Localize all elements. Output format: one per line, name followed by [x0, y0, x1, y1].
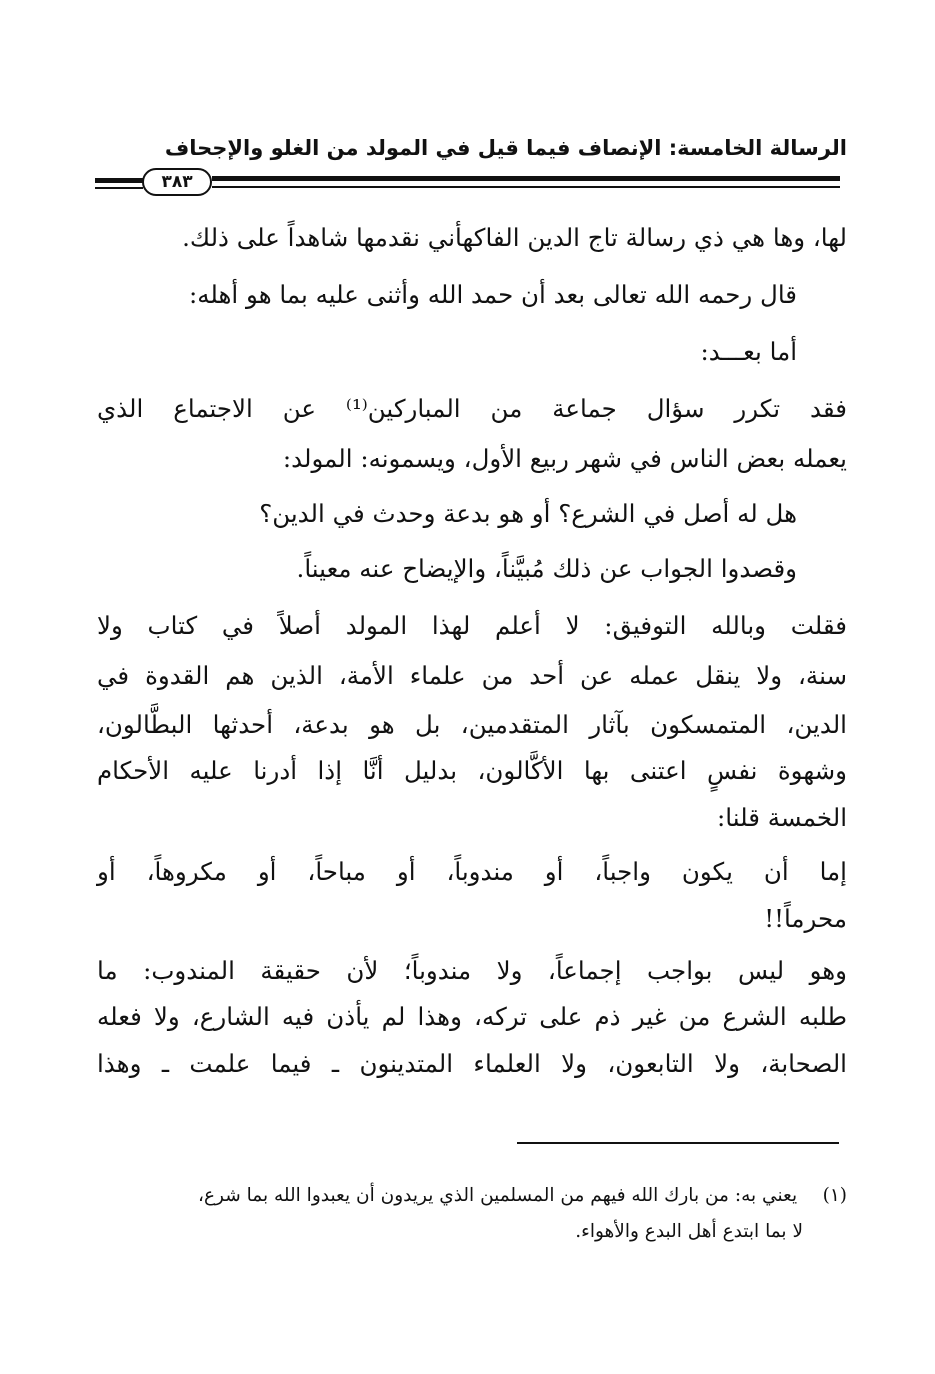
- footnote-separator: [517, 1142, 839, 1144]
- header-rule-right-thin: [212, 186, 840, 188]
- text-line: أما بعـــد:: [700, 337, 797, 366]
- text-line: يعمله بعض الناس في شهر ربيع الأول، ويسمونه: المولد:: [282, 444, 847, 473]
- text-line: فقد تكرر سؤال جماعة من المباركين⁽¹⁾ عن الاجتماع الذي: [97, 394, 847, 423]
- text-line: سنة، ولا ينقل عمله عن أحد من علماء الأمة، الذين هم القدوة في: [97, 661, 847, 690]
- text-line: وقصدوا الجواب عن ذلك مُبيَّناً، والإيضاح عنه معيناً.: [296, 554, 797, 583]
- footnote-line: [87, 1187, 847, 1206]
- footnote-text-line-1: يعني به: من بارك الله فيهم من المسلمين الذي يريدون أن يعبدوا الله بما شرع،: [198, 1185, 798, 1206]
- page-number: ٣٨٣: [142, 168, 212, 196]
- text-line: هل له أصل في الشرع؟ أو هو بدعة وحدث في الدين؟: [259, 499, 797, 528]
- header-rule-right-thick: [212, 176, 840, 181]
- text-line: الصحابة، ولا التابعون، ولا العلماء المتدينون ـ فيما علمت ـ وهذا: [97, 1049, 847, 1078]
- text-line: محرماً!!: [764, 904, 847, 933]
- text-line: قال رحمه الله تعالى بعد أن حمد الله وأثنى عليه بما هو أهله:: [189, 280, 797, 309]
- running-header-title: الرسالة الخامسة: الإنصاف فيما قيل في المولد من الغلو والإجحاف: [164, 136, 847, 160]
- text-line: وهو ليس بواجب إجماعاً، ولا مندوباً؛ لأن حقيقة المندوب: ما: [97, 956, 847, 985]
- text-line: لها، وها هي ذي رسالة تاج الدين الفاكهأني نقدمها شاهداً على ذلك.: [182, 223, 847, 252]
- footnote-number: (١): [822, 1185, 847, 1206]
- text-line: فقلت وبالله التوفيق: لا أعلم لهذا المولد أصلاً في كتاب ولا: [97, 611, 847, 640]
- text-line: الخمسة قلنا:: [717, 803, 847, 832]
- text-line: الدين، المتمسكون بآثار المتقدمين، بل هو بدعة، أحدثها البطَّالون،: [97, 710, 847, 739]
- text-line: وشهوة نفسٍ اعتنى بها الأكَّالون، بدليل أنَّا إذا أدرنا عليه الأحكام: [97, 756, 847, 785]
- header-rule-left-thin: [95, 187, 143, 189]
- footnote-line: لا بما ابتدع أهل البدع والأهواء.: [575, 1221, 803, 1242]
- text-line: إما أن يكون واجباً، أو مندوباً، أو مباحاً، أو مكروهاً، أو: [97, 857, 847, 886]
- text-line: طلبه الشرع من غير ذم على تركه، وهذا لم يأذن فيه الشارع، ولا فعله: [97, 1002, 847, 1031]
- header-rule-left-thick: [95, 178, 143, 183]
